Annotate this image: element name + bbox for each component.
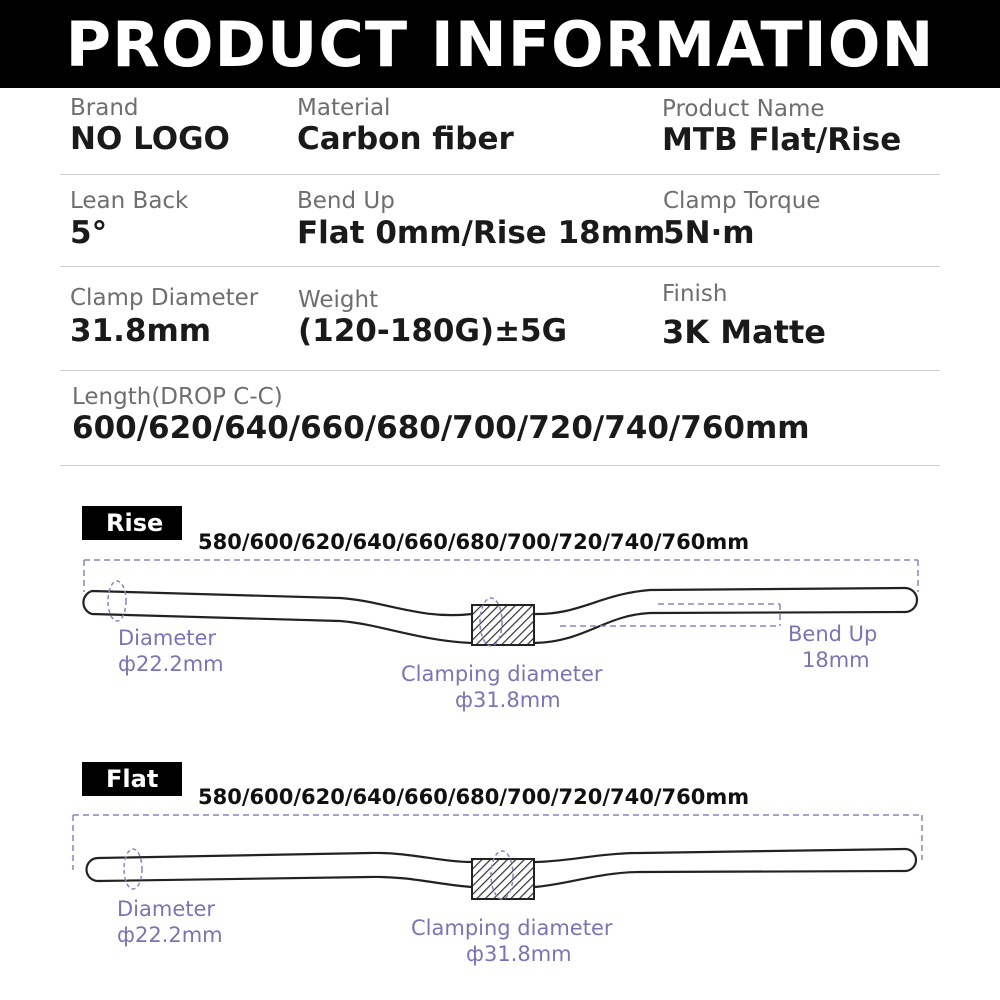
clamp-diameter-label: Clamp Diameter [70,285,259,311]
length-label: Length(DROP C-C) [72,384,283,410]
rise-clamping-label: Clamping diameter [401,662,603,686]
flat-tag: Flat [82,762,182,796]
length-value: 600/620/640/660/680/700/720/740/760mm [72,410,810,446]
flat-clamp-section [472,859,534,899]
brand-value: NO LOGO [70,121,230,157]
product-name-label: Product Name [662,96,825,122]
finish-label: Finish [662,281,728,307]
material-label: Material [297,95,391,121]
finish-value: 3K Matte [662,313,826,351]
page-title: PRODUCT INFORMATION [0,0,1000,88]
flat-diameter-value: ф22.2mm [117,923,223,947]
weight-label: Weight [298,287,379,313]
rise-diameter-value: ф22.2mm [118,652,224,676]
weight-value: (120-180G)±5G [298,313,568,349]
rise-clamping-value: ф31.8mm [455,688,561,712]
clamp-diameter-value: 31.8mm [70,313,212,349]
brand-label: Brand [70,95,139,121]
bend-up-label: Bend Up [297,188,395,214]
clamp-torque-value: 5N·m [663,215,755,251]
product-name-value: MTB Flat/Rise [662,122,902,158]
rise-bend-label: Bend Up [788,622,878,646]
bend-up-value: Flat 0mm/Rise 18mm [297,215,666,251]
flat-length-label: 580/600/620/640/660/680/700/720/740/760mm [198,785,750,809]
rise-length-label: 580/600/620/640/660/680/700/720/740/760mm [198,530,750,554]
rise-bend-value: 18mm [802,648,870,672]
rise-diameter-label: Diameter [118,626,217,650]
flat-clamping-value: ф31.8mm [466,942,572,966]
flat-bar-drawing [73,815,922,899]
lean-back-label: Lean Back [70,188,189,214]
flat-clamping-label: Clamping diameter [411,916,613,940]
material-value: Carbon fiber [297,121,514,157]
clamp-torque-label: Clamp Torque [663,188,821,214]
flat-diameter-label: Diameter [117,897,216,921]
lean-back-value: 5° [70,215,108,251]
rise-tag: Rise [82,506,182,540]
rise-clamp-section [472,605,534,645]
